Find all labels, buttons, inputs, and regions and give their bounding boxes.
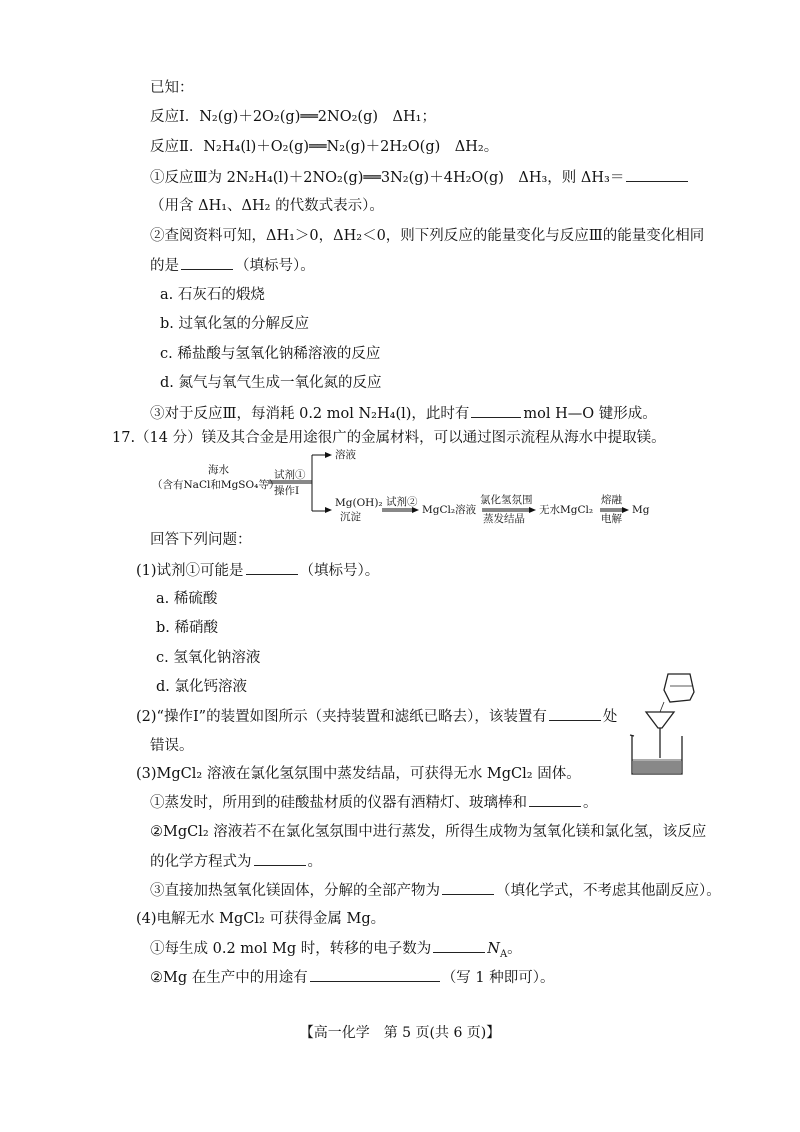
q17-3-3-prefix: ③直接加热氢氧化镁固体，分解的全部产物为: [150, 883, 440, 899]
flow-mgoh2: Mg(OH)₂: [335, 497, 383, 509]
flow-precipitate: 沉淀: [340, 511, 361, 523]
q16-option-b: b. 过氧化氢的分解反应: [160, 316, 309, 332]
flow-reagent-2: 试剂②: [386, 496, 418, 508]
q17-intro: 17.（14 分）镁及其合金是用途很广的金属材料，可以通过图示流程从海水中提取镁。: [112, 430, 666, 446]
avogadro-subscript: A: [499, 948, 508, 960]
q17-3-2-line-a: ②MgCl₂ 溶液若不在氯化氢氛围中进行蒸发，所得生成物为氢氧化镁和氯化氢，该反应: [150, 824, 707, 840]
q17-3-3-suffix: （填化学式，不考虑其他副反应）。: [496, 883, 721, 899]
q17-3-1-line: [150, 792, 598, 813]
flow-operation-1: 操作Ⅰ: [274, 485, 300, 497]
q17-4-1-end: 。: [507, 941, 522, 957]
q17-2-prefix: (2)“操作Ⅰ”的装置如图所示（夹持装置和滤纸已略去），该装置有: [136, 709, 547, 725]
q16-option-d: d. 氮气与氧气生成一氧化氮的反应: [160, 375, 382, 391]
q17-3-1-prefix: ①蒸发时，所用到的硅酸盐材质的仪器有酒精灯、玻璃棒和: [150, 795, 527, 811]
q16-2-line-a: ②查阅资料可知，ΔH₁＞0，ΔH₂＜0，则下列反应的能量变化与反应Ⅲ的能量变化相同: [150, 228, 705, 244]
flow-reagent-1: 试剂①: [274, 469, 306, 481]
q17-3-2-suffix: 。: [307, 854, 322, 870]
q17-4-2-prefix: ②Mg 在生产中的用途有: [150, 970, 308, 986]
q17-4-2-suffix: （写 1 种即可）。: [441, 970, 555, 986]
q17-2-suffix: 处: [602, 709, 618, 725]
q16-3-line: [150, 403, 657, 424]
filtration-apparatus-illustration: [624, 672, 700, 780]
reaction-1: 反应Ⅰ．N₂(g)＋2O₂(g)══2NO₂(g) ΔH₁；: [150, 109, 436, 125]
q17-4-1-prefix: ①每生成 0.2 mol Mg 时，转移的电子数为: [150, 941, 432, 957]
flow-molten: 熔融: [601, 494, 622, 506]
answer-blank[interactable]: [181, 255, 233, 270]
answer-blank[interactable]: [529, 792, 581, 807]
answer-blank[interactable]: [549, 706, 601, 721]
q17-option-b: b. 稀硝酸: [156, 620, 218, 636]
q16-1-line-a: [150, 167, 690, 188]
answer-blank[interactable]: [310, 967, 440, 982]
q17-3-line: (3)MgCl₂ 溶液在氯化氢氛围中蒸发结晶，可获得无水 MgCl₂ 固体。: [136, 766, 581, 782]
q17-1-prefix: (1)试剂①可能是: [136, 563, 244, 579]
answer-blank[interactable]: [246, 560, 298, 575]
answer-blank[interactable]: [254, 851, 306, 866]
page-footer: 【高一化学 第 5 页(共 6 页)】: [299, 1025, 501, 1041]
answer-blank[interactable]: [442, 880, 494, 895]
flow-mg: Mg: [632, 504, 650, 516]
q17-4-line: (4)电解无水 MgCl₂ 可获得金属 Mg。: [136, 911, 386, 927]
known-label: 已知：: [150, 80, 194, 96]
answer-prompt: 回答下列问题：: [150, 532, 252, 548]
avogadro-symbol: N: [487, 941, 500, 957]
answer-blank[interactable]: [433, 938, 485, 953]
q17-1-suffix: （填标号）。: [299, 563, 380, 579]
q17-option-c: c. 氢氧化钠溶液: [156, 650, 261, 666]
q17-option-a: a. 稀硫酸: [156, 591, 218, 607]
flow-evaporation: 蒸发结晶: [483, 513, 525, 525]
flow-electrolysis: 电解: [601, 513, 622, 525]
q17-3-2-prefix: 的化学方程式为: [150, 854, 252, 870]
reaction-2: 反应Ⅱ．N₂H₄(l)＋O₂(g)══N₂(g)＋2H₂O(g) ΔH₂。: [150, 139, 499, 155]
flow-seawater: 海水: [208, 464, 229, 476]
flow-hcl-atmosphere: 氯化氢氛围: [480, 494, 533, 506]
q17-2-line-b: 错误。: [150, 738, 194, 754]
q17-4-2-line: [150, 967, 554, 988]
answer-blank[interactable]: [471, 403, 521, 418]
q16-1-text: ①反应Ⅲ为 2N₂H₄(l)＋2NO₂(g)══3N₂(g)＋4H₂O(g) ΔH₃，则 ΔH₃＝: [150, 170, 625, 186]
q16-2-suffix: （填标号）。: [235, 258, 315, 274]
q16-3-suffix: mol H—O 键形成。: [523, 406, 657, 422]
q17-3-2-line-b: [150, 851, 322, 872]
flow-seawater-note: （含有NaCl和MgSO₄等）: [152, 479, 280, 491]
q16-3-prefix: ③对于反应Ⅲ，每消耗 0.2 mol N₂H₄(l)，此时有: [150, 406, 470, 422]
q16-2-line-b: [150, 255, 315, 276]
q16-option-c: c. 稀盐酸与氢氧化钠稀溶液的反应: [160, 346, 381, 362]
flow-anhydrous-mgcl2: 无水MgCl₂: [539, 504, 594, 516]
answer-blank[interactable]: [626, 167, 688, 182]
q16-1-line-b: （用含 ΔH₁、ΔH₂ 的代数式表示）。: [150, 198, 384, 214]
flow-solution: 溶液: [335, 449, 356, 461]
q16-option-a: a. 石灰石的煅烧: [160, 287, 265, 303]
flow-mgcl2-solution: MgCl₂溶液: [422, 504, 477, 516]
q17-2-line: [136, 706, 617, 727]
extraction-flow-diagram: [150, 447, 670, 525]
q17-1-line: [136, 560, 379, 581]
q17-3-1-suffix: 。: [583, 795, 598, 811]
q16-2-prefix: 的是: [150, 258, 179, 274]
q17-option-d: d. 氯化钙溶液: [156, 679, 247, 695]
q17-3-3-line: [150, 880, 721, 901]
q17-4-1-line: [150, 938, 522, 965]
